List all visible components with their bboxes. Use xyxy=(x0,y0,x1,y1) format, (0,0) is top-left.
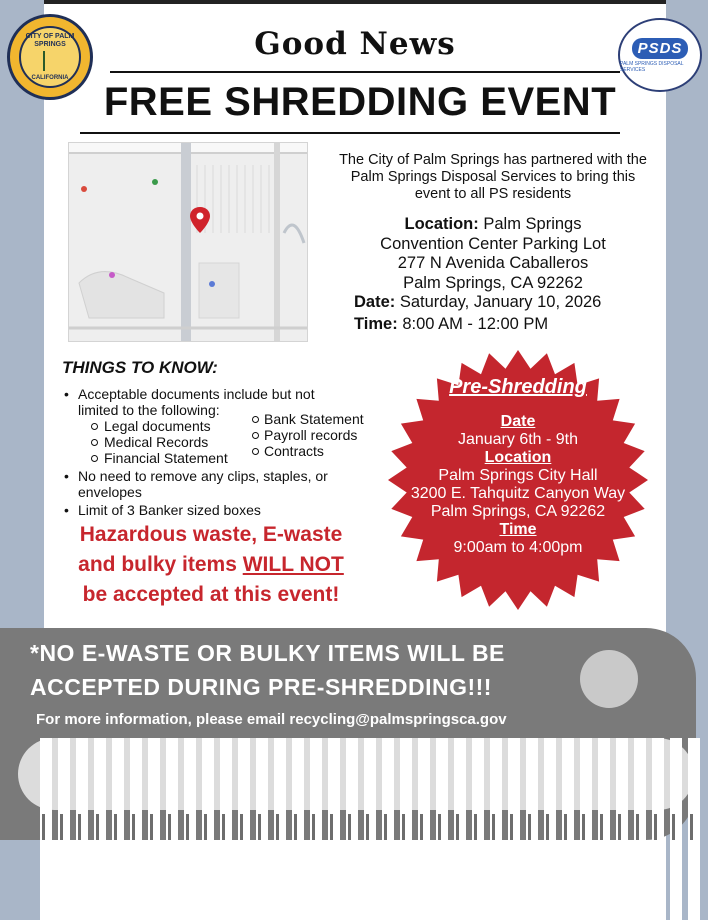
paper-strip xyxy=(688,738,700,920)
paper-strip xyxy=(670,738,682,920)
doc-type-item: Financial Statement xyxy=(62,450,362,466)
date-label: Date: xyxy=(354,293,396,311)
pre-shredding-info xyxy=(386,376,650,557)
paper-strip xyxy=(112,738,124,920)
paper-strip xyxy=(490,738,502,920)
paper-strip xyxy=(382,738,394,920)
notice-line1: *NO E-WASTE OR BULKY ITEMS WILL BE xyxy=(30,640,505,666)
paper-strip xyxy=(274,738,286,920)
pre-location-line2: 3200 E. Tahquitz Canyon Way xyxy=(410,485,626,502)
strip-mark xyxy=(366,814,369,840)
psds-logo-sub: PALM SPRINGS DISPOSAL SERVICES xyxy=(620,60,684,73)
strip-mark xyxy=(474,814,477,840)
city-seal-text: CITY OF PALM SPRINGS xyxy=(25,33,75,48)
paper-strip xyxy=(58,738,70,920)
paper-strip xyxy=(472,738,484,920)
strip-mark xyxy=(60,814,63,840)
location-map xyxy=(68,142,308,342)
date-value: Saturday, January 10, 2026 xyxy=(399,293,602,311)
paper-strip xyxy=(202,738,214,920)
strip-mark xyxy=(168,814,171,840)
strip-mark xyxy=(312,814,315,840)
pre-shredding-notice xyxy=(30,636,590,704)
paper-strip xyxy=(418,738,430,920)
pre-location-label: Location xyxy=(484,449,552,466)
paper-strip xyxy=(184,738,196,920)
intro-text: The City of Palm Springs has partnered with the Palm Springs Disposal Services to bring this event to all PS residents xyxy=(339,152,647,202)
strip-mark xyxy=(618,814,621,840)
strip-mark xyxy=(186,814,189,840)
event-location xyxy=(338,215,648,293)
kicker-heading: Good News xyxy=(254,26,456,62)
paper-strip xyxy=(508,738,520,920)
paper-strip xyxy=(256,738,268,920)
paper-strip xyxy=(652,738,664,920)
paper-strip xyxy=(292,738,304,920)
pre-shredding-title: Pre-Shredding xyxy=(449,376,587,398)
pre-location-line1: Palm Springs City Hall xyxy=(438,467,598,484)
strip-mark xyxy=(546,814,549,840)
page-title: FREE SHREDDING EVENT xyxy=(103,80,617,124)
time-value: 8:00 AM - 12:00 PM xyxy=(402,315,549,333)
pre-time-label: Time xyxy=(499,521,537,538)
strip-mark xyxy=(42,814,45,840)
hazard-line3: be accepted at this event! xyxy=(82,583,340,606)
strip-mark xyxy=(690,814,693,840)
pre-time-value: 9:00am to 4:00pm xyxy=(453,539,583,556)
hazard-emphasis: WILL NOT xyxy=(242,553,344,576)
top-border xyxy=(0,0,708,4)
paper-strip xyxy=(634,738,646,920)
palm-tree-icon xyxy=(43,51,57,71)
hazard-line2 xyxy=(50,550,372,580)
paper-strip xyxy=(598,738,610,920)
paper-strip xyxy=(220,738,232,920)
things-to-know-heading: THINGS TO KNOW: xyxy=(62,358,218,377)
contact-info: For more information, please email recycling@palmspringsca.gov xyxy=(36,711,507,728)
doc-type-item: Legal documents xyxy=(62,418,362,434)
strip-mark xyxy=(672,814,675,840)
paper-strip xyxy=(310,738,322,920)
strip-mark xyxy=(96,814,99,840)
paper-strip xyxy=(544,738,556,920)
strip-mark xyxy=(600,814,603,840)
paper-strip xyxy=(580,738,592,920)
paper-strip xyxy=(436,738,448,920)
pre-date-value: January 6th - 9th xyxy=(457,431,579,448)
strip-mark xyxy=(654,814,657,840)
paper-strip xyxy=(166,738,178,920)
paper-strip xyxy=(328,738,340,920)
paper-strip xyxy=(130,738,142,920)
strip-mark xyxy=(402,814,405,840)
hazard-warning xyxy=(50,520,372,610)
paper-strip xyxy=(616,738,628,920)
pre-location-line3: Palm Springs, CA 92262 xyxy=(430,503,606,520)
strip-mark xyxy=(348,814,351,840)
list-item: • Acceptable documents include but not limited to the following: xyxy=(62,386,352,418)
strip-mark xyxy=(456,814,459,840)
strip-mark xyxy=(240,814,243,840)
paper-strip xyxy=(148,738,160,920)
city-seal-sub: CALIFORNIA xyxy=(31,75,69,81)
hazard-line2-pre: and bulky items xyxy=(78,553,243,576)
event-date xyxy=(354,293,601,312)
strip-mark xyxy=(132,814,135,840)
location-label: Location: xyxy=(404,215,479,233)
divider-top xyxy=(110,71,620,73)
strip-mark xyxy=(330,814,333,840)
strip-mark xyxy=(384,814,387,840)
map-graphic xyxy=(69,143,308,342)
strip-mark xyxy=(294,814,297,840)
hazard-line1: Hazardous waste, E-waste xyxy=(79,523,343,546)
strip-mark xyxy=(420,814,423,840)
strip-mark xyxy=(258,814,261,840)
strip-mark xyxy=(636,814,639,840)
list-item: • No need to remove any clips, staples, or envelopes xyxy=(62,468,362,500)
time-label: Time: xyxy=(354,315,398,333)
strip-mark xyxy=(150,814,153,840)
paper-strip xyxy=(526,738,538,920)
paper-strip xyxy=(40,738,52,920)
doc-type-item: Contracts xyxy=(250,443,324,459)
divider-title xyxy=(80,132,620,134)
city-seal-inner xyxy=(19,26,81,88)
doc-type-item: Bank Statement xyxy=(250,411,364,427)
list-item: • Limit of 3 Banker sized boxes xyxy=(62,502,362,518)
paper-strip xyxy=(562,738,574,920)
shredded-strips xyxy=(0,738,708,920)
paper-strip xyxy=(346,738,358,920)
psds-logo-mark: PSDS xyxy=(632,38,689,59)
paper-strip xyxy=(364,738,376,920)
paper-strip xyxy=(400,738,412,920)
location-line3: 277 N Avenida Caballeros xyxy=(397,254,589,272)
strip-mark xyxy=(222,814,225,840)
notice-line2: ACCEPTED DURING PRE-SHREDDING!!! xyxy=(30,674,492,700)
paper-strip xyxy=(94,738,106,920)
event-time xyxy=(354,315,548,334)
paper-strip xyxy=(76,738,88,920)
doc-type-item: Payroll records xyxy=(250,427,357,443)
strip-mark xyxy=(438,814,441,840)
pre-date-label: Date xyxy=(500,413,536,430)
strip-mark xyxy=(78,814,81,840)
location-line1: Palm Springs xyxy=(483,215,582,233)
strip-mark xyxy=(204,814,207,840)
location-line4: Palm Springs, CA 92262 xyxy=(403,273,583,292)
strip-mark xyxy=(114,814,117,840)
doc-type-item: Medical Records xyxy=(62,434,362,450)
location-line2: Convention Center Parking Lot xyxy=(380,234,606,253)
strip-mark xyxy=(510,814,513,840)
strip-mark xyxy=(276,814,279,840)
strip-group xyxy=(40,738,700,920)
strip-mark xyxy=(528,814,531,840)
strip-mark xyxy=(492,814,495,840)
paper-strip xyxy=(454,738,466,920)
paper-strip xyxy=(238,738,250,920)
strip-mark xyxy=(564,814,567,840)
strip-mark xyxy=(582,814,585,840)
